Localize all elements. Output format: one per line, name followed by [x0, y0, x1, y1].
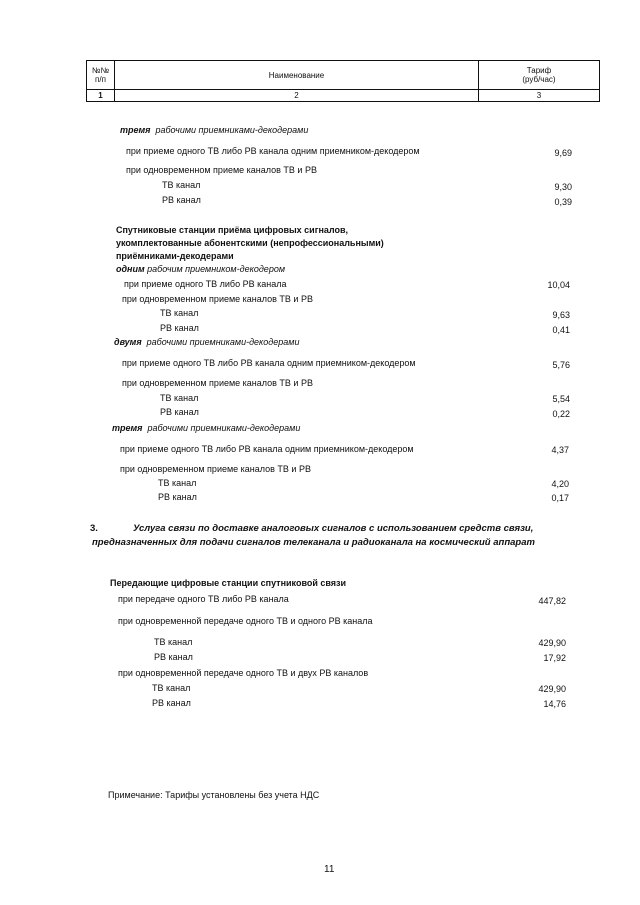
block2-sub2-heading	[114, 337, 299, 347]
block2-s2-row2-label: при одновременном приеме каналов ТВ и РВ	[122, 378, 313, 388]
block2-sub1-italic: рабочим приемником-декодером	[147, 264, 285, 274]
header-col-number-top: №№	[91, 66, 110, 75]
block1-heading-bold: тремя	[120, 125, 151, 135]
block2-s3-row1-value: 4,37	[551, 445, 569, 455]
section3-rv1-label: РВ канал	[154, 652, 193, 662]
block2-sub1-heading	[116, 264, 285, 274]
section3-tv1-label: ТВ канал	[154, 637, 193, 647]
header-col-name: Наименование	[115, 61, 479, 90]
block2-s2-row1-label: при приеме одного ТВ либо РВ канала одним приемником-декодером	[122, 358, 416, 368]
block2-s1-row1-label: при приеме одного ТВ либо РВ канала	[124, 279, 287, 289]
block1-heading-italic: рабочими приемниками-декодерами	[155, 125, 309, 135]
block2-title-line3: приёмниками-декодерами	[116, 251, 234, 261]
section3-rv2-value: 14,76	[543, 699, 566, 709]
block2-s3-tv-value: 4,20	[551, 479, 569, 489]
block2-s2-rv-label: РВ канал	[160, 407, 199, 417]
block2-s3-row2-label: при одновременном приеме каналов ТВ и РВ	[120, 464, 311, 474]
block1-tv-label: ТВ канал	[162, 180, 201, 190]
block2-s3-rv-label: РВ канал	[158, 492, 197, 502]
block1-row2-label: при одновременном приеме каналов ТВ и РВ	[126, 165, 317, 175]
block1-rv-label: РВ канал	[162, 195, 201, 205]
section3-tv1-value: 429,90	[538, 638, 566, 648]
block2-s1-row1-value: 10,04	[547, 280, 570, 290]
header-num-2: 2	[115, 90, 479, 102]
block1-heading	[120, 125, 308, 135]
section3-row2-label: при одновременной передаче одного ТВ и одного РВ канала	[118, 616, 373, 626]
section3-subtitle: Передающие цифровые станции спутниковой связи	[110, 578, 347, 588]
header-col-number	[87, 61, 115, 90]
section3-row1-value: 447,82	[538, 596, 566, 606]
header-num-3: 3	[479, 90, 600, 102]
header-col-tariff-bottom: (руб/час)	[522, 75, 556, 84]
section3-title-line2: предназначенных для подачи сигналов телеканала и радиоканала на космический аппарат	[92, 537, 535, 548]
section3-row1-label: при передаче одного ТВ либо РВ канала	[118, 594, 289, 604]
block2-s2-tv-value: 5,54	[552, 394, 570, 404]
header-col-tariff-top: Тариф	[526, 66, 552, 75]
block2-sub3-italic: рабочими приемниками-декодерами	[147, 423, 301, 433]
block2-sub2-italic: рабочими приемниками-декодерами	[146, 337, 300, 347]
header-num-1: 1	[87, 90, 115, 102]
block1-row1-value: 9,69	[554, 148, 572, 158]
section3-rv2-label: РВ канал	[152, 698, 191, 708]
section3-tv2-value: 429,90	[538, 684, 566, 694]
header-table	[86, 60, 600, 102]
section3-tv2-label: ТВ канал	[152, 683, 191, 693]
block2-s3-tv-label: ТВ канал	[158, 478, 197, 488]
header-col-tariff	[479, 61, 600, 90]
block2-title-line1: Спутниковые станции приёма цифровых сигналов,	[116, 225, 349, 235]
block2-s3-rv-value: 0,17	[551, 493, 569, 503]
block2-sub2-bold: двумя	[114, 337, 142, 347]
section3-number: 3.	[90, 523, 98, 534]
block1-row1-label: при приеме одного ТВ либо РВ канала одним приемником-декодером	[126, 146, 420, 156]
block2-s3-row1-label: при приеме одного ТВ либо РВ канала одним приемником-декодером	[120, 444, 414, 454]
block2-s1-tv-label: ТВ канал	[160, 308, 199, 318]
block2-s2-rv-value: 0,22	[552, 409, 570, 419]
block2-s1-rv-label: РВ канал	[160, 323, 199, 333]
page-number: 11	[324, 864, 335, 875]
block2-s2-tv-label: ТВ канал	[160, 393, 199, 403]
block2-s2-row1-value: 5,76	[552, 360, 570, 370]
block2-s1-rv-value: 0,41	[552, 325, 570, 335]
block1-tv-value: 9,30	[554, 182, 572, 192]
block2-s1-row2-label: при одновременном приеме каналов ТВ и РВ	[122, 294, 313, 304]
block2-s1-tv-value: 9,63	[552, 310, 570, 320]
section3-row3-label: при одновременной передаче одного ТВ и двух РВ каналов	[118, 668, 369, 678]
section3-rv1-value: 17,92	[543, 653, 566, 663]
block2-sub1-bold: одним	[116, 264, 145, 274]
header-col-number-bottom: п/п	[95, 75, 106, 84]
block2-sub3-heading	[112, 423, 300, 433]
block2-sub3-bold: тремя	[112, 423, 143, 433]
footer-note: Примечание: Тарифы установлены без учета НДС	[108, 790, 320, 800]
block1-rv-value: 0,39	[554, 197, 572, 207]
section3-title-line1: Услуга связи по доставке аналоговых сигналов с использованием средств связи,	[133, 523, 534, 534]
block2-title-line2: укомплектованные абонентскими (непрофессиональными)	[116, 238, 384, 248]
